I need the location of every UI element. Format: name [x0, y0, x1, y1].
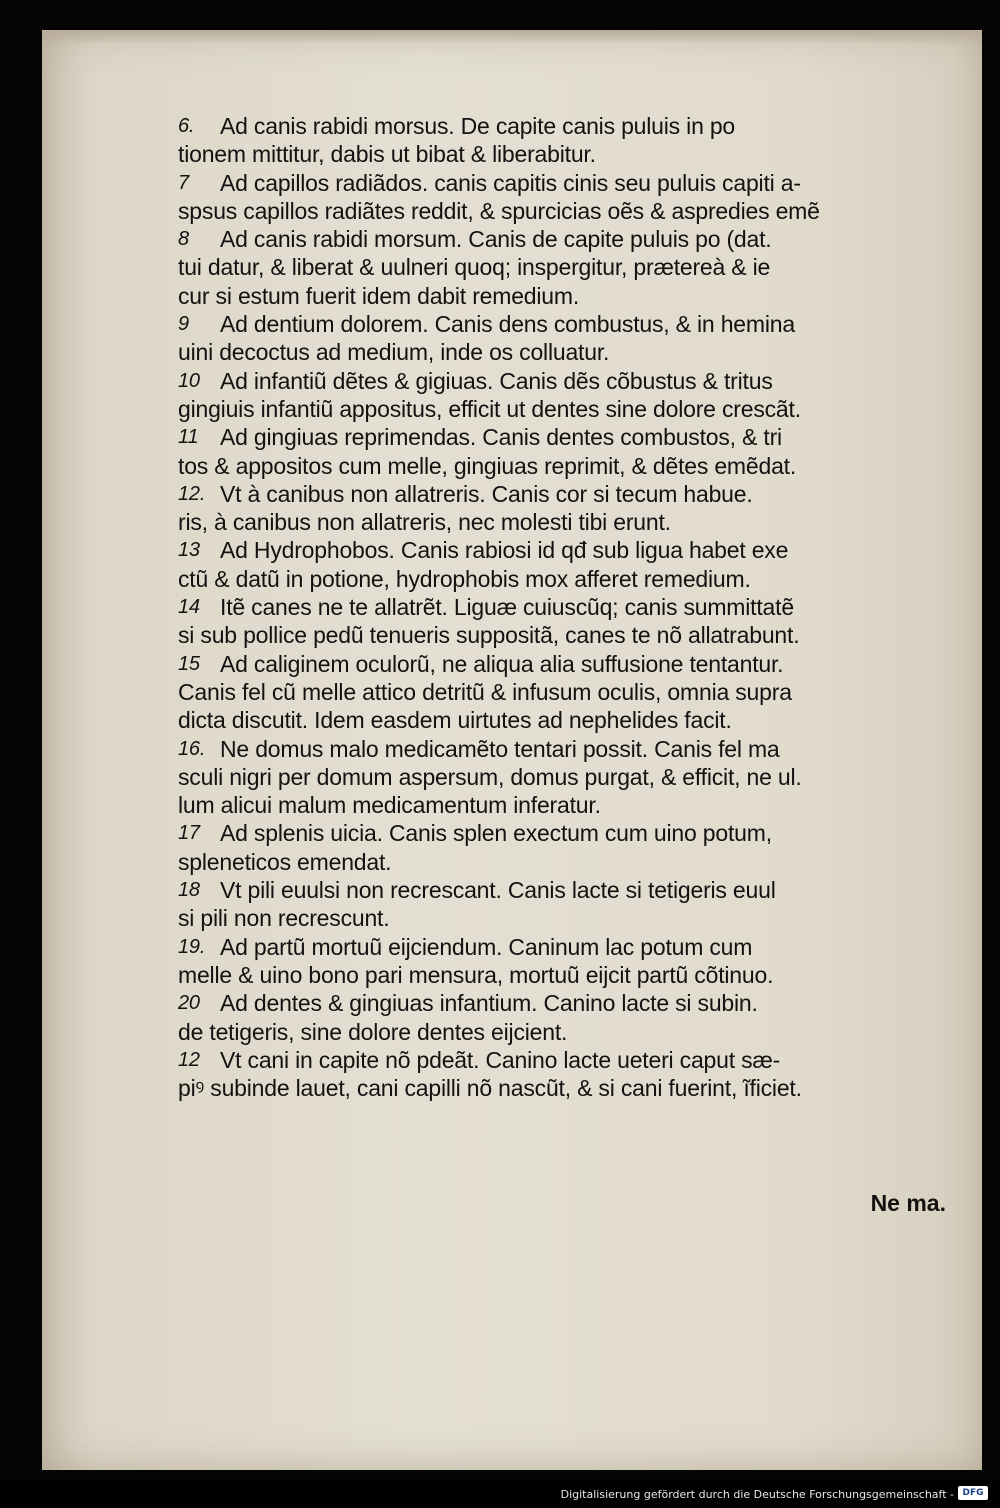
entry-number: 19. — [178, 935, 206, 958]
entry-line-text: Ad canis rabidi morsus. De capite canis puluis in po — [220, 113, 736, 139]
page-text-block — [178, 112, 888, 1102]
text-line — [178, 1074, 888, 1102]
text-line — [178, 338, 888, 366]
text-line — [178, 112, 888, 140]
text-line — [178, 904, 888, 932]
entry-line-text: Vt pili euulsi non recrescant. Canis lacte si tetigeris euul — [220, 877, 776, 904]
footer-funding-text: Digitalisierung gefördert durch die Deutsche Forschungsgemeinschaft - — [560, 1488, 954, 1501]
dfg-logo-icon: DFG — [958, 1486, 988, 1500]
text-line — [178, 169, 888, 197]
entry-line-text: ctũ & datũ in potione, hydrophobis mox afferet remedium. — [178, 565, 751, 592]
entry-line-text: Vt cani in capite nõ pdeãt. Canino lacte ueteri caput sæ- — [220, 1046, 781, 1073]
entry-line-text: Canis fel cũ melle attico detritũ & infusum oculis, omnia supra — [178, 678, 792, 705]
text-line — [178, 706, 888, 734]
text-line — [178, 848, 888, 876]
text-line — [178, 678, 888, 706]
entry-number: 12. — [178, 482, 206, 505]
entry-line-text: si pili non recrescunt. — [178, 905, 390, 932]
entry-line-text: Ad infantiũ dẽtes & gigiuas. Canis dẽs cõbustus & tritus — [220, 367, 773, 394]
entry-line-text: Itẽ canes ne te allatrẽt. Liguæ cuiuscũq; canis summittatẽ — [220, 594, 794, 621]
entry-line-text: piꝰ subinde lauet, cani capilli nõ nascũt, & si cani fuerint, ĩficiet. — [178, 1075, 802, 1102]
text-line — [178, 933, 888, 961]
entry-line-text: sculi nigri per domum aspersum, domus purgat, & efficit, ne ul. — [178, 763, 802, 790]
text-line — [178, 140, 888, 168]
entry-line-text: Ad dentes & gingiuas infantium. Canino lacte si subin. — [220, 990, 758, 1017]
entry-number: 11 — [178, 426, 199, 449]
text-line — [178, 536, 888, 564]
text-line — [178, 876, 888, 904]
entry-line-text: de tetigeris, sine dolore dentes eijcient. — [178, 1018, 568, 1045]
entry-line-text: dicta discutit. Idem easdem uirtutes ad nephelides facit. — [178, 707, 732, 734]
text-line — [178, 791, 888, 819]
entry-number: 10 — [178, 369, 200, 392]
text-line — [178, 282, 888, 310]
text-line — [178, 1018, 888, 1046]
entry-line-text: tos & appositos cum melle, gingiuas reprimit, & dẽtes emẽdat. — [178, 452, 797, 479]
entry-line-text: si sub pollice pedũ tenueris suppositã, canes te nõ allatrabunt. — [178, 622, 800, 649]
text-line — [178, 367, 888, 395]
text-line — [178, 989, 888, 1017]
entry-line-text: Ad capillos radiãdos. canis capitis cinis seu puluis capiti a- — [220, 169, 801, 196]
entry-number: 13 — [178, 539, 200, 562]
entry-line-text: ris, à canibus non allatreris, nec molesti tibi erunt. — [178, 509, 671, 536]
text-line — [178, 735, 888, 763]
entry-number: 9 — [178, 313, 189, 336]
text-line — [178, 253, 888, 281]
text-line — [178, 763, 888, 791]
text-line — [178, 395, 888, 423]
page-top-edge — [42, 30, 982, 44]
entry-line-text: Ne domus malo medicamẽto tentari possit. Canis fel ma — [220, 735, 780, 762]
text-line — [178, 1046, 888, 1074]
entry-number: 17 — [178, 822, 200, 845]
entry-number: 7 — [178, 171, 189, 194]
entry-line-text: spleneticos emendat. — [178, 848, 392, 875]
entry-line-text: spsus capillos radiãtes reddit, & spurcicias oẽs & aspredies emẽ — [178, 197, 820, 224]
text-line — [178, 565, 888, 593]
entry-line-text: cur si estum fuerit idem dabit remedium. — [178, 282, 580, 309]
entry-number: 16. — [178, 737, 206, 760]
entry-number: 8 — [178, 228, 189, 251]
entry-line-text: Ad gingiuas reprimendas. Canis dentes combustos, & tri — [220, 424, 782, 451]
text-line — [178, 961, 888, 989]
catchword: Ne ma. — [870, 1190, 946, 1216]
text-line — [178, 508, 888, 536]
text-line — [178, 310, 888, 338]
entry-line-text: uini decoctus ad medium, inde os colluatur. — [178, 339, 610, 366]
entry-number: 20 — [178, 992, 200, 1015]
entry-line-text: tionem mittitur, dabis ut bibat & liberabitur. — [178, 141, 596, 168]
text-line — [178, 819, 888, 847]
text-line — [178, 621, 888, 649]
text-line — [178, 197, 888, 225]
entry-line-text: Ad caliginem oculorũ, ne aliqua alia suffusione tentantur. — [220, 650, 784, 677]
entry-number: 6. — [178, 115, 195, 137]
entry-number: 14 — [178, 596, 200, 619]
text-line — [178, 593, 888, 621]
footer-bar — [0, 1480, 1000, 1508]
text-line — [178, 650, 888, 678]
entry-number: 18 — [178, 879, 200, 902]
entry-line-text: gingiuis infantiũ appositus, efficit ut dentes sine dolore crescãt. — [178, 395, 801, 422]
entry-number: 15 — [178, 652, 200, 675]
text-line — [178, 225, 888, 253]
entry-line-text: Ad dentium dolorem. Canis dens combustus, & in hemina — [220, 311, 795, 338]
entry-line-text: Vt à canibus non allatreris. Canis cor si tecum habue. — [220, 480, 753, 507]
entry-line-text: lum alicui malum medicamentum inferatur. — [178, 792, 601, 819]
entry-line-text: tui datur, & liberat & uulneri quoq; inspergitur, prætereà & ie — [178, 254, 771, 281]
entry-line-text: Ad splenis uicia. Canis splen exectum cum uino potum, — [220, 820, 772, 847]
entry-line-text: Ad canis rabidi morsum. Canis de capite puluis po (dat. — [220, 226, 772, 253]
entry-number: 12 — [178, 1048, 200, 1071]
text-line — [178, 423, 888, 451]
entry-line-text: Ad partũ mortuũ eijciendum. Caninum lac potum cum — [220, 933, 753, 960]
entry-line-text: melle & uino bono pari mensura, mortuũ eijcit partũ cõtinuo. — [178, 961, 774, 988]
text-line — [178, 480, 888, 508]
text-line — [178, 452, 888, 480]
entry-line-text: Ad Hydrophobos. Canis rabiosi id qđ sub ligua habet exe — [220, 537, 789, 564]
